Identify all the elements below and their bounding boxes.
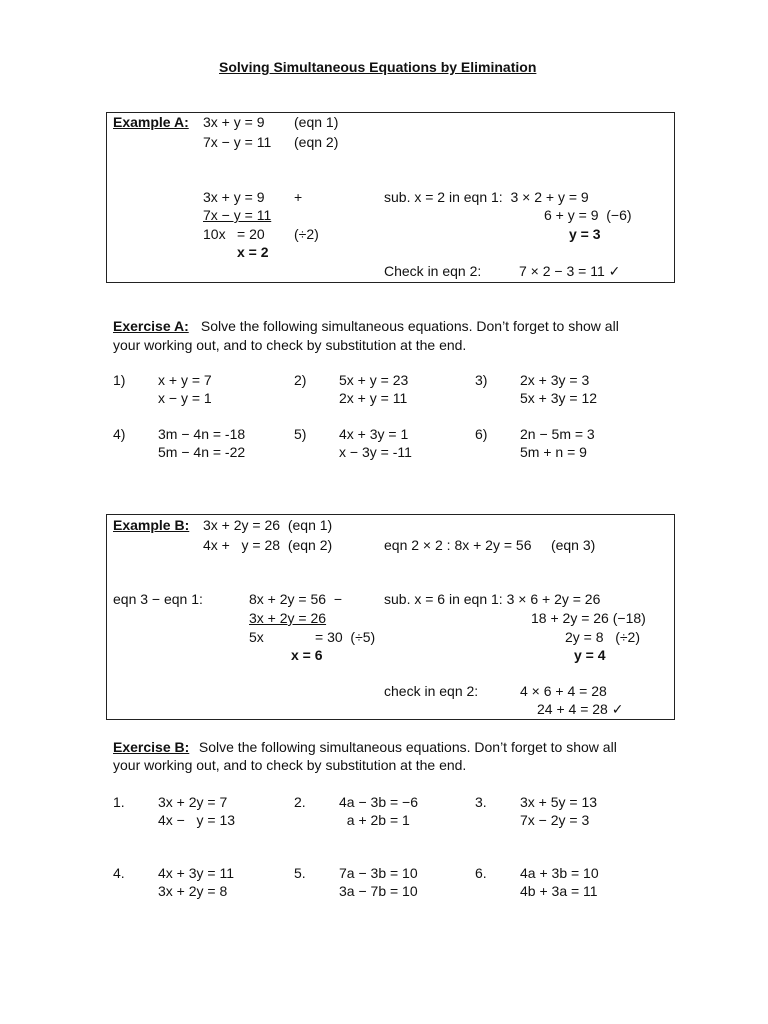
example-a-eq2-tag: (eqn 2) <box>294 134 339 150</box>
example-b-step-label: eqn 3 − eqn 1: <box>113 591 203 607</box>
exercise-a-problem-number: 2) <box>294 372 307 388</box>
example-b-eq3: eqn 2 × 2 : 8x + 2y = 56 (eqn 3) <box>384 537 596 553</box>
exercise-a-problem-eq-a: 2n − 5m = 3 <box>520 426 595 442</box>
example-b-work-row3: 5x <box>249 629 264 645</box>
example-a-check-label: Check in eqn 2: <box>384 263 482 279</box>
example-b-work-row1: 8x + 2y = 56 − <box>249 591 343 607</box>
exercise-b-problem-eq-b: 4x − y = 13 <box>158 812 236 828</box>
exercise-b-instruction-1: Solve the following simultaneous equations. Don’t forget to show all <box>195 739 617 755</box>
exercise-a-problem-eq-a: 5x + y = 23 <box>339 372 409 388</box>
example-a-result-y: y = 3 <box>569 226 601 242</box>
exercise-b-problem-number: 2. <box>294 794 306 810</box>
exercise-a-problem-eq-b: 5x + 3y = 12 <box>520 390 598 406</box>
exercise-b-problem-eq-a: 7a − 3b = 10 <box>339 865 418 881</box>
exercise-b-problem-eq-b: 3x + 2y = 8 <box>158 883 228 899</box>
example-a-label: Example A: <box>113 114 189 130</box>
exercise-a-problem-eq-a: x + y = 7 <box>158 372 212 388</box>
exercise-a-problem-eq-b: 2x + y = 11 <box>339 390 408 406</box>
example-b-check-label: check in eqn 2: <box>384 683 479 699</box>
exercise-a-problem-eq-a: 4x + 3y = 1 <box>339 426 409 442</box>
exercise-b-problem-eq-a: 4x + 3y = 11 <box>158 865 235 881</box>
example-a-result-x: x = 2 <box>237 244 269 260</box>
exercise-b-problem-eq-b: 4b + 3a = 11 <box>520 883 598 899</box>
exercise-a-instruction-1: Solve the following simultaneous equations. Don’t forget to show all <box>197 318 619 334</box>
exercise-b-problem-eq-b: 7x − 2y = 3 <box>520 812 590 828</box>
example-a-check-expression: 7 × 2 − 3 = 11 ✓ <box>519 263 621 279</box>
example-a-eq1-tag: (eqn 1) <box>294 114 339 130</box>
exercise-b-instruction-2: your working out, and to check by substitution at the end. <box>113 757 467 773</box>
example-a-sub-line1: sub. x = 2 in eqn 1: 3 × 2 + y = 9 <box>384 189 589 205</box>
exercise-a-problem-eq-b: x − y = 1 <box>158 390 212 406</box>
exercise-a-label: Exercise A: <box>113 318 189 334</box>
exercise-a-problem-eq-a: 2x + 3y = 3 <box>520 372 590 388</box>
example-b-sub-line2: 18 + 2y = 26 (−18) <box>531 610 646 626</box>
exercise-b-label: Exercise B: <box>113 739 190 755</box>
example-a-eq2: 7x − y = 11 <box>203 134 272 150</box>
example-b-result-x: x = 6 <box>291 647 323 663</box>
example-b-eq2: 4x + y = 28 (eqn 2) <box>203 537 333 553</box>
exercise-a-problem-number: 4) <box>113 426 126 442</box>
example-b-eq1: 3x + 2y = 26 (eqn 1) <box>203 517 333 533</box>
exercise-a-instruction-2: your working out, and to check by substitution at the end. <box>113 337 467 353</box>
exercise-b-problem-number: 4. <box>113 865 125 881</box>
exercise-b-problem-eq-a: 3x + 5y = 13 <box>520 794 598 810</box>
exercise-b-problem-eq-b: 3a − 7b = 10 <box>339 883 418 899</box>
example-a-work-op: + <box>294 189 303 205</box>
example-b-result-y: y = 4 <box>574 647 606 663</box>
example-a-sub-line2: 6 + y = 9 (−6) <box>544 207 632 223</box>
exercise-b-problem-number: 6. <box>475 865 487 881</box>
exercise-a-problem-eq-b: x − 3y = -11 <box>339 444 412 460</box>
exercise-b-problem-number: 3. <box>475 794 487 810</box>
example-b-check-line2: 24 + 4 = 28 ✓ <box>537 701 624 717</box>
exercise-a-problem-eq-b: 5m + n = 9 <box>520 444 587 460</box>
exercise-b-problem-eq-b: a + 2b = 1 <box>339 812 410 828</box>
example-b-work-row3-value: = 30 (÷5) <box>315 629 376 645</box>
page-title: Solving Simultaneous Equations by Elimination <box>219 59 537 75</box>
exercise-a-problem-number: 3) <box>475 372 488 388</box>
example-b-check-line1: 4 × 6 + 4 = 28 <box>520 683 607 699</box>
example-a-work-row3-value: = 20 <box>237 226 265 242</box>
exercise-a-problem-eq-a: 3m − 4n = -18 <box>158 426 246 442</box>
exercise-b-problem-eq-a: 4a − 3b = −6 <box>339 794 419 810</box>
example-a-work-row3: 10x <box>203 226 226 242</box>
exercise-a-problem-number: 5) <box>294 426 307 442</box>
example-a-work-row3-op: (÷2) <box>294 226 319 242</box>
exercise-b-problem-eq-a: 4a + 3b = 10 <box>520 865 599 881</box>
example-b-sub-line1: sub. x = 6 in eqn 1: 3 × 6 + 2y = 26 <box>384 591 601 607</box>
exercise-a-problem-number: 1) <box>113 372 126 388</box>
exercise-b-problem-eq-a: 3x + 2y = 7 <box>158 794 228 810</box>
example-a-eq1: 3x + y = 9 <box>203 114 265 130</box>
example-b-work-row2: 3x + 2y = 26 <box>249 610 327 626</box>
example-b-label: Example B: <box>113 517 190 533</box>
exercise-a-problem-number: 6) <box>475 426 488 442</box>
example-a-work-row2: 7x − y = 11 <box>203 207 272 223</box>
exercise-b-problem-number: 1. <box>113 794 125 810</box>
example-b-sub-line3: 2y = 8 (÷2) <box>565 629 640 645</box>
example-a-work-row1: 3x + y = 9 <box>203 189 265 205</box>
exercise-b-problem-number: 5. <box>294 865 306 881</box>
exercise-a-problem-eq-b: 5m − 4n = -22 <box>158 444 246 460</box>
